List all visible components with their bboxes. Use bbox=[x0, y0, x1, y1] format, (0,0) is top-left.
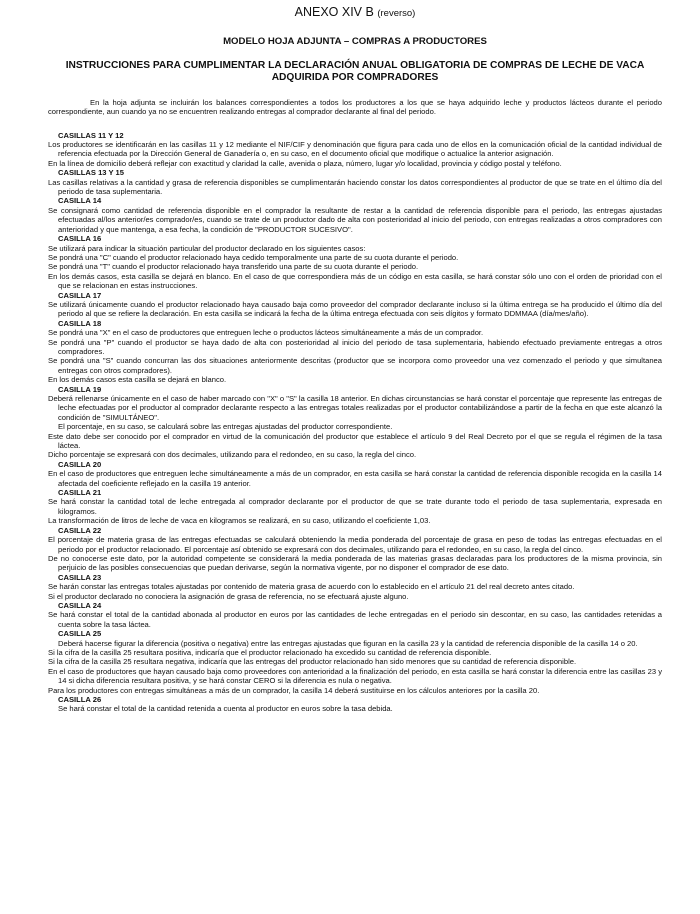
section-heading: CASILLA 24 bbox=[58, 600, 102, 610]
section-heading: CASILLAS 11 Y 12 bbox=[58, 130, 124, 140]
annex-note: (reverso) bbox=[377, 8, 416, 19]
section-paragraph: En los demás casos, esta casilla se dejará en blanco. En el caso de que correspondiera más de un código en esta casilla, se hará constar sólo uno con el orden de prioridad con el que se relacionan en estas instrucciones. bbox=[48, 271, 662, 291]
section-paragraph: Deberá rellenarse únicamente en el caso de haber marcado con "X" o "S" la casilla 18 anterior. En dichas circunstancias se hará constar el porcentaje que represente las entregas de leche efectuadas por el productor al comprador declarante respecto a las entregas totales realizadas por el productor contabilizándose a partir de la fecha en que este alcanzó la condición de "SIMULTÁNEO". bbox=[48, 394, 662, 422]
section-heading: CASILLA 23 bbox=[58, 572, 102, 582]
section-paragraph: En la línea de domicilio deberá reflejar con exactitud y claridad la calle, avenida o plaza, número, lugar y/o localidad, provincia y código postal y teléfono. bbox=[48, 158, 562, 168]
section-heading: CASILLAS 13 Y 15 bbox=[58, 168, 124, 178]
section-paragraph: Si el productor declarado no conociera la asignación de grasa de referencia, no se efectuará ajuste alguno. bbox=[48, 591, 409, 601]
section-paragraph: Dicho porcentaje se expresará con dos decimales, utilizando para el redondeo, en su caso, la regla del cinco. bbox=[48, 450, 417, 460]
section-paragraph: Se hará constar el total de la cantidad retenida a cuenta al productor en euros sobre la tasa debida. bbox=[58, 704, 393, 714]
sections-container bbox=[48, 131, 662, 714]
section-paragraph: El porcentaje de materia grasa de las entregas efectuadas se calculará obteniendo la media ponderada del porcentaje de grasa en peso de todas las entregas efectuadas en el periodo por el productor relacionado. El porcentaje así obtenido se expresará con dos decimales, utilizando para el redondeo, en su caso, la regla del cinco. bbox=[48, 535, 662, 554]
document-subtitle: MODELO HOJA ADJUNTA – COMPRAS A PRODUCTORES bbox=[223, 36, 487, 47]
instruction-section bbox=[48, 488, 662, 526]
instruction-section bbox=[48, 629, 662, 695]
instruction-section bbox=[48, 196, 662, 234]
section-heading: CASILLA 25 bbox=[58, 629, 102, 639]
section-paragraph: El porcentaje, en su caso, se calculará sobre las entregas ajustadas del productor correspondiente. bbox=[58, 422, 393, 432]
instruction-section bbox=[48, 695, 662, 714]
section-paragraph: Se hará constar la cantidad total de leche entregada al comprador declarante por el productor de que se trate durante todo el periodo de tasa suplementaria, expresada en kilogramos. bbox=[48, 497, 662, 516]
section-heading: CASILLA 19 bbox=[58, 384, 102, 394]
instruction-section bbox=[48, 460, 662, 488]
section-heading: CASILLA 14 bbox=[58, 196, 102, 206]
instruction-section bbox=[48, 573, 662, 601]
section-heading: CASILLA 20 bbox=[58, 459, 102, 469]
annex-main: ANEXO XIV B bbox=[294, 5, 374, 19]
section-paragraph: Se pondrá una "P" cuando el productor se haya dado de alta con posterioridad al inicio del periodo de tasa suplementaria, habiendo efectuado previamente entregas a otros compradores. bbox=[48, 337, 662, 356]
instructions-title: INSTRUCCIONES PARA CUMPLIMENTAR LA DECLARACIÓN ANUAL OBLIGATORIA DE COMPRAS DE LECHE DE VACA ADQUIRIDA POR COMPRADORES bbox=[65, 60, 645, 84]
section-paragraph: Si la cifra de la casilla 25 resultara positiva, indicaría que el productor relacionado ha excedido su cantidad de referencia disponible. bbox=[48, 647, 492, 657]
section-paragraph: De no conocerse este dato, por la autoridad competente se considerará la media ponderada de las materias grasas declaradas para los productores de la misma provincia, sin perjuicio de las posibles consecuencias que puedan derivarse, según la normativa vigente, por no disponer el comprador de ese dato. bbox=[48, 553, 662, 573]
section-heading: CASILLA 17 bbox=[58, 290, 102, 300]
section-heading: CASILLA 21 bbox=[58, 488, 102, 498]
instruction-section bbox=[48, 234, 662, 290]
instruction-section bbox=[48, 601, 662, 629]
section-paragraph: En el caso de productores que entreguen leche simultáneamente a más de un comprador, en esta casilla se hará constar la cantidad de referencia disponible recogida en la casilla 14 afectada del coeficiente reflejado en la casilla 19 anterior. bbox=[48, 469, 662, 488]
section-paragraph: En los demás casos esta casilla se dejará en blanco. bbox=[48, 375, 227, 385]
section-heading: CASILLA 22 bbox=[58, 525, 102, 535]
section-paragraph: Se hará constar el total de la cantidad abonada al productor en euros por las cantidades de leche entregadas en el periodo sin descontar, en su caso, las cantidades retenidas a cuenta sobre la tasa láctea. bbox=[48, 610, 662, 629]
section-paragraph: En el caso de productores que hayan causado baja como proveedores con anterioridad a la finalización del periodo, en esta casilla se hará constar la diferencia entre las casillas 23 y 14 si dicha diferencia resultara positiva, y se hará constar CERO si la diferencia es nula o negativa. bbox=[48, 666, 662, 686]
section-paragraph: Se consignará como cantidad de referencia disponible en el comprador la resultante de restar a la cantidad de referencia disponible para el periodo, las entregas ajustadas efectuadas al/los anterior/es comprador/es, cuando se trate de un productor dado de alta con posterioridad al inicio del periodo, con entregas realizadas a otros compradores con anterioridad y que mantenga, a esa fecha, la condición de "PRODUCTOR SUCESIVO". bbox=[48, 205, 662, 234]
instruction-section bbox=[48, 291, 662, 319]
section-heading: CASILLA 26 bbox=[58, 695, 102, 704]
instruction-section bbox=[48, 526, 662, 573]
instruction-section bbox=[48, 385, 662, 460]
section-heading: CASILLA 16 bbox=[58, 234, 102, 244]
section-paragraph: Se pondrá una "X" en el caso de productores que entreguen leche o productos lácteos simultáneamente a más de un comprador. bbox=[48, 328, 484, 338]
instruction-section bbox=[48, 319, 662, 385]
section-paragraph: Si la cifra de la casilla 25 resultara negativa, indicaría que las entregas del productor relacionado han sido menores que su cantidad de referencia disponible. bbox=[48, 657, 577, 667]
section-paragraph: Se pondrá una "T" cuando el productor relacionado haya transferido una parte de su cuota durante el periodo. bbox=[48, 262, 419, 272]
section-paragraph: Los productores se identificarán en las casillas 11 y 12 mediante el NIF/CIF y denominación que figura para cada uno de ellos en la comunicación oficial de la cantidad individual de referencia efectuada por la Dirección General de Ganadería o, en su caso, en el documento oficial que modifique o actualice la anterior asignación. bbox=[48, 140, 662, 159]
section-heading: CASILLA 18 bbox=[58, 318, 102, 328]
instruction-section bbox=[48, 131, 662, 169]
section-paragraph: Se utilizará únicamente cuando el productor relacionado haya causado baja como proveedor del comprador declarante incluso si la última entrega se ha producido el último día del periodo al que se refiere la declaración. En esta casilla se indicará la fecha de la última entrega efectuada con seis dígitos y formato DDMMAA (día/mes/año). bbox=[48, 299, 662, 319]
annex-title bbox=[48, 4, 662, 22]
section-paragraph: La transformación de litros de leche de vaca en kilogramos se realizará, en su caso, utilizando el coeficiente 1,03. bbox=[48, 516, 431, 526]
section-paragraph: Deberá hacerse figurar la diferencia (positiva o negativa) entre las entregas ajustadas que figuran en la casilla 23 y la cantidad de referencia disponible de la casilla 14 o 20. bbox=[58, 638, 638, 648]
section-paragraph: Se pondrá una "C" cuando el productor relacionado haya cedido temporalmente una parte de su cuota durante el periodo. bbox=[48, 252, 459, 262]
section-paragraph: Se harán constar las entregas totales ajustadas por contenido de materia grasa de acuerdo con lo establecido en el artículo 21 del real decreto antes citado. bbox=[48, 582, 575, 592]
section-paragraph: Para los productores con entregas simultáneas a más de un comprador, la casilla 14 deberá sustituirse en los cálculos anteriores por la casilla 20. bbox=[48, 685, 540, 695]
section-paragraph: Se utilizará para indicar la situación particular del productor declarado en los siguientes casos: bbox=[48, 243, 366, 253]
intro-paragraph: En la hoja adjunta se incluirán los balances correspondientes a todos los productores a los que se haya adquirido leche y productos lácteos durante el periodo correspondiente, aun cuando ya no se encuentren realizando entregas al comprador declarante al final del periodo. bbox=[48, 97, 662, 117]
section-paragraph: Las casillas relativas a la cantidad y grasa de referencia disponibles se cumplimentarán haciendo constar los datos correspondientes al productor de que se trate en el último día del periodo de tasa suplementaria. bbox=[48, 177, 662, 197]
section-paragraph: Este dato debe ser conocido por el comprador en virtud de la comunicación del productor que establece el artículo 9 del Real Decreto por el que se regula el régimen de la tasa láctea. bbox=[48, 431, 662, 451]
section-paragraph: Se pondrá una "S" cuando concurran las dos situaciones anteriormente descritas (productor que se incorpora como proveedor una vez comenzado el periodo y que simultanea entregas con otros compradores). bbox=[48, 356, 662, 375]
instruction-section bbox=[48, 168, 662, 196]
